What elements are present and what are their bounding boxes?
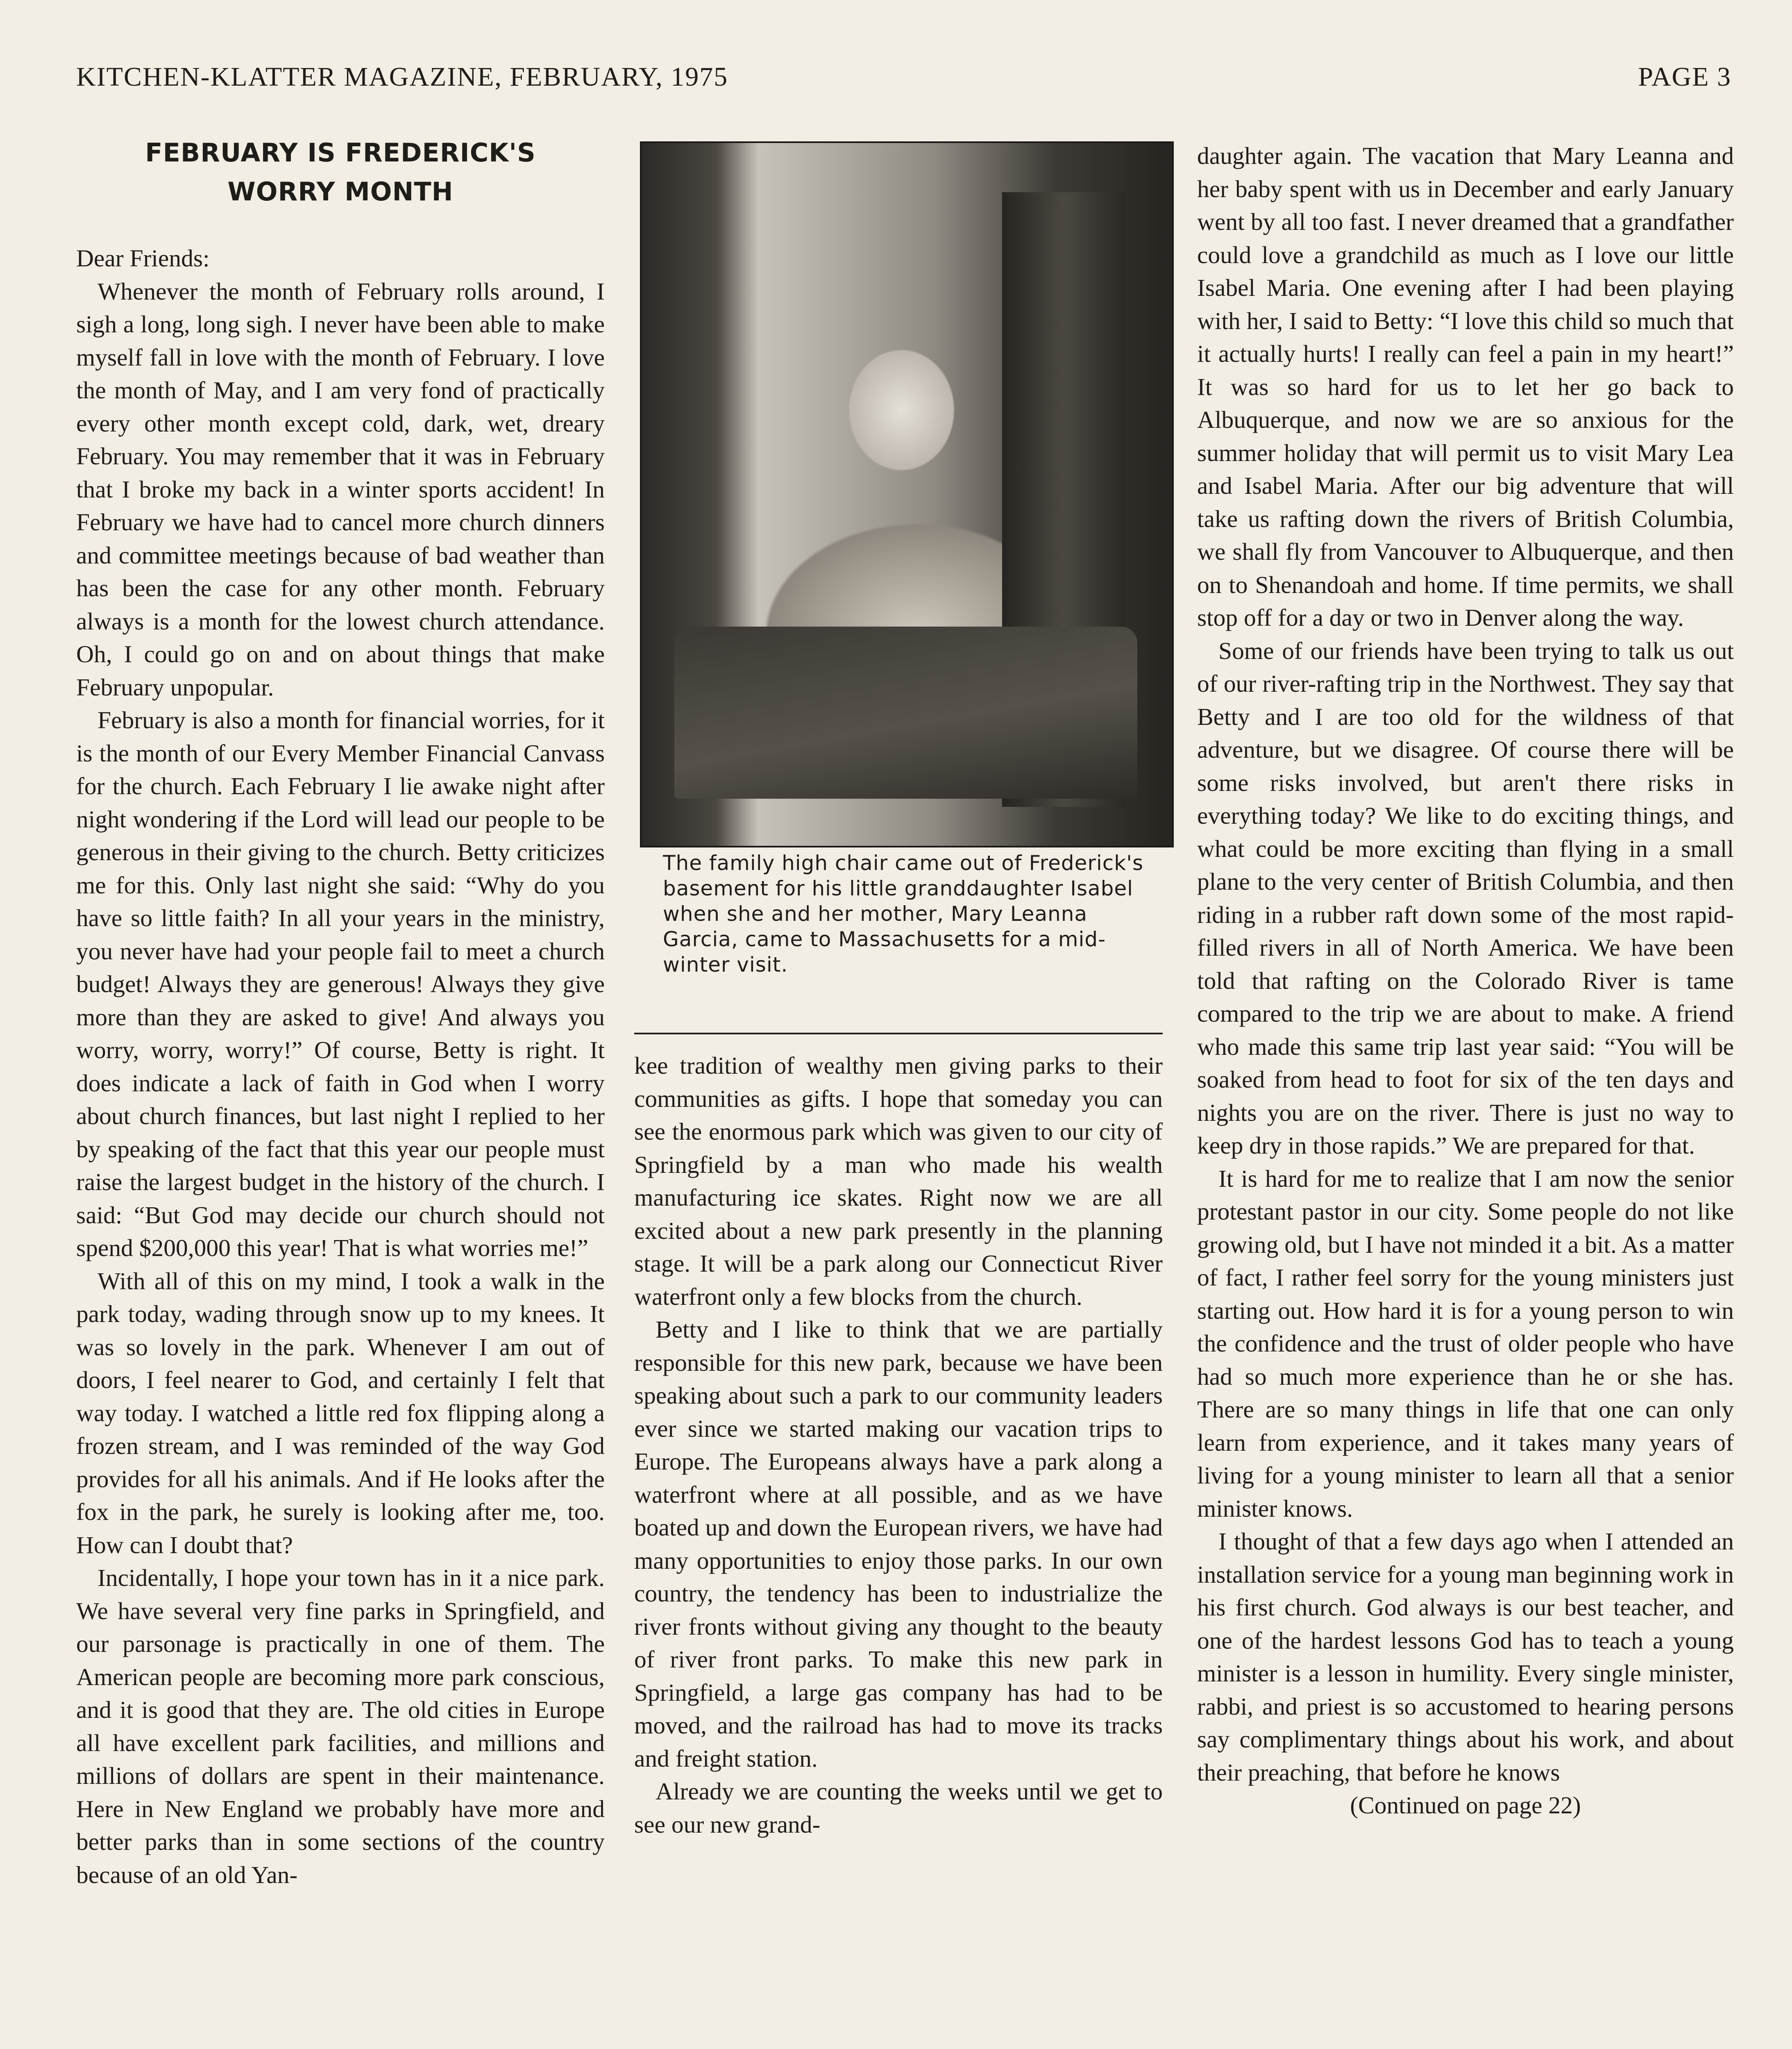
article-title-line-1: FEBRUARY IS FREDERICK'S (145, 138, 536, 168)
salutation: Dear Friends: (76, 245, 210, 272)
divider (634, 1033, 1163, 1034)
paragraph: Whenever the month of February rolls around, I sigh a long, long sigh. I never have been able to make myself fall in love with the month of February. I love the month of May, and I am very fond of practically every other month except cold, dark, wet, dreary February. You may remember that it was in February that I broke my back in a winter sports accident! In February we have had to cancel more church dinners and committee meetings because of bad weather than has been the case for any other month. February always is a month for the lowest church attendance. Oh, I could go on and on about things that make February unpopular. (76, 277, 605, 701)
paragraph: daughter again. The vacation that Mary Leanna and her baby spent with us in December and early January went by all too fast. I never dreamed that a grandfather could love a grandchild as much as I love our little Isabel Maria. One evening after I had been playing with her, I said to Betty: “I love this child so much that it actually hurts! I really can feel a pain in my heart!” It was so hard for us to let her go back to Albuquerque, and now we are so anxious for the summer holiday that will permit us to visit Mary Lea and Isabel Maria. After our big adventure that will take us rafting down the rivers of British Columbia, we shall fly from Vancouver to Albuquerque, and then on to Shenandoah and home. If time permits, we shall stop off for a day or two in Denver along the way. (1197, 142, 1734, 631)
paragraph: It is hard for me to realize that I am now the senior protestant pastor in our city. Some people do not like growing old, but I have not minded it a bit. As a matter of fact, I rather feel sorry for the young ministers just starting out. How hard it is for a young person to win the confidence and the trust of older people who have had so much more experience than he or she has. There are so many things in life that one can only learn from experience, and it takes many years of living for a young minister to learn all that a senior minister knows. (1197, 1165, 1734, 1522)
page-header (76, 61, 1731, 107)
paragraph: Incidentally, I hope your town has in it a nice park. We have several very fine parks in Springfield, and our parsonage is practically in one of them. The American people are becoming more park conscious, and it is good that they are. The old cities in Europe all have excellent park facilities, and millions and millions of dollars are spent in their maintenance. Here in New England we probably have more and better parks than in some sections of the country because of an old Yan- (76, 1564, 605, 1888)
continued-note: (Continued on page 22) (1350, 1792, 1581, 1819)
chair-tray-shape (674, 627, 1137, 799)
paragraph: February is also a month for financial worries, for it is the month of our Every Member Financial Canvass for the church. Each February I lie awake night after night wondering if the Lord will lead our people to be generous in their giving to the church. Betty criticizes me for this. Only last night she said: “Why do you have so little faith? In all your years in the ministry, you never have had your people fail to meet a church budget! Always they are generous! Always they give more than they are asked to give! And always you worry, worry, worry!” Of course, Betty is right. It does indicate a lack of faith in God when I worry about church finances, but last night I replied to her by speaking of the fact that this year our people must raise the largest budget in the history of the church. I said: “But God may decide our church should not spend $200,000 this year! That is what worries me!” (76, 706, 605, 1261)
article-title-line-2: WORRY MONTH (227, 177, 454, 207)
paragraph: Betty and I like to think that we are partially responsible for this new park, because we have been speaking about such a park to our community leaders ever since we started making our vacation trips to Europe. The Europeans always have a park along a waterfront where at all possible, and as we have boated up and down the European rivers, we have had many opportunities to enjoy those parks. In our own country, the tendency has been to industrialize the river fronts without giving any thought to the beauty of river front parks. To make this new park in Springfield, a large gas company has had to be moved, and the railroad has had to move its tracks and freight station. (634, 1316, 1163, 1772)
article-column-1 (76, 242, 605, 2049)
high-chair-photo (640, 141, 1174, 847)
paragraph: Already we are counting the weeks until we get to see our new grand- (634, 1778, 1163, 1838)
publication-title: KITCHEN-KLATTER MAGAZINE, FEBRUARY, 1975 (76, 62, 728, 92)
article-title (76, 133, 605, 211)
paragraph: Some of our friends have been trying to talk us out of our river-rafting trip in the Northwest. They say that Betty and I are too old for the wildness of that adventure, but we disagree. Of course there will be some risks involved, but aren't there risks in everything today? We like to do exciting things, and what could be more exciting than flying in a small plane to the very center of British Columbia, and then riding in a rubber raft down some of the most rapid-filled rivers in all of North America. We have been told that rafting on the Colorado River is tame compared to the trip we are about to make. A friend who made this same trip last year said: “You will be soaked from head to foot for six of the ten days and nights you are on the river. There is just no way to keep dry in those rapids.” We are prepared for that. (1197, 637, 1734, 1159)
paragraph: I thought of that a few days ago when I attended an installation service for a young man beginning work in his first church. God always is our best teacher, and one of the hardest lessons God has to teach a young minister is a lesson in humility. Every single minister, rabbi, and priest is so accustomed to hearing persons say complimentary things about his work, and about their preaching, that before he knows (1197, 1528, 1734, 1786)
article-column-3 (1197, 139, 1734, 2049)
article-column-2 (634, 1049, 1163, 2049)
photo-caption: The family high chair came out of Frederick's basement for his little granddaughter Isabel when she and her mother, Mary Leanna Garcia, came to Massachusetts for a mid-winter visit. (663, 851, 1144, 977)
page-number: PAGE 3 (1638, 62, 1731, 92)
paragraph: With all of this on my mind, I took a walk in the park today, wading through snow up to my knees. It was so lovely in the park. Whenever I am out of doors, I feel nearer to God, and certainly I felt that way today. I watched a little red fox flipping along a frozen stream, and I was reminded of the way God provides for all his animals. And if He looks after the fox in the park, he surely is looking after me, too. How can I doubt that? (76, 1267, 605, 1558)
paragraph: kee tradition of wealthy men giving parks to their communities as gifts. I hope that someday you can see the enormous park which was given to our city of Springfield by a man who made his wealth manufacturing ice skates. Right now we are all excited about a new park presently in the planning stage. It will be a park along our Connecticut River waterfront only a few blocks from the church. (634, 1052, 1163, 1310)
